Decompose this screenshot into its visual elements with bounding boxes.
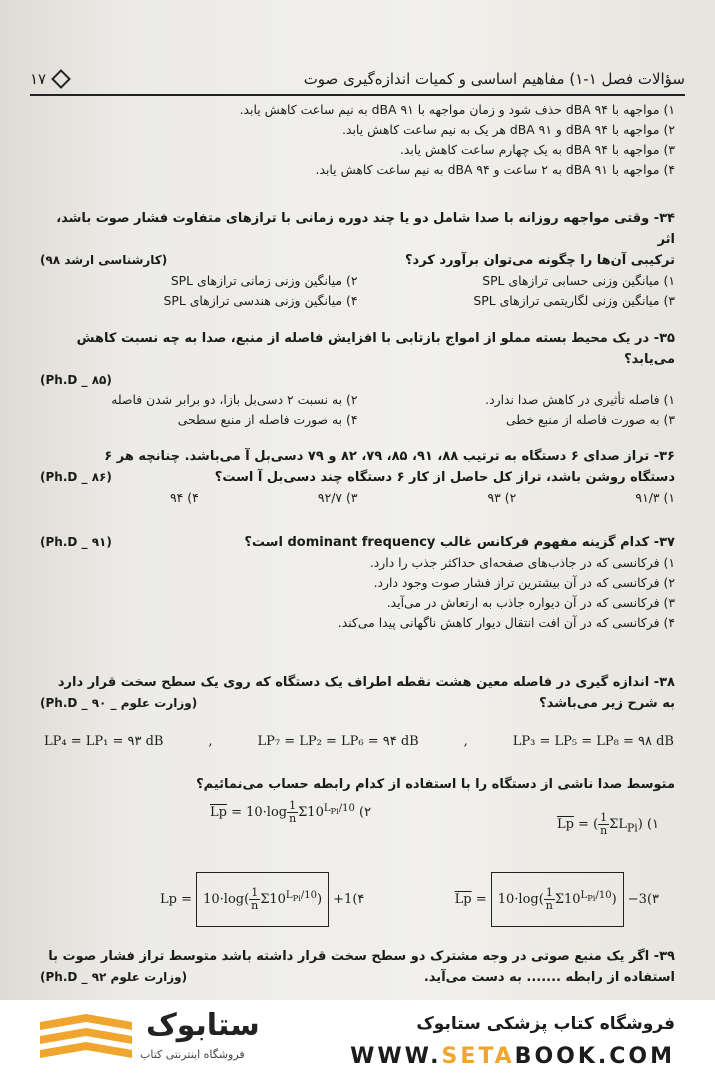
question-text: ۳۹- اگر یک منبع صوتی در وجه مشترک دو سطح سخت قرار داشته باشد متوسط تراز فشار صوت با [48, 949, 675, 964]
question-34 [40, 208, 675, 311]
question-source: (وزارت علوم Ph.D _ ۹۲) [40, 970, 188, 984]
option: ۱) ۹۱/۳ [635, 490, 675, 505]
store-logo [36, 1008, 296, 1072]
option: ۱) فاصله تأثیری در کاهش صدا ندارد. [485, 392, 675, 407]
question-text: ترکیبی آن‌ها را چگونه می‌توان برآورد کرد؟ [405, 253, 675, 268]
option: ۲) ۹۳ [487, 490, 517, 505]
option: ۴) میانگین وزنی هندسی ترازهای SPL [163, 293, 358, 308]
store-url[interactable]: WWW.SETABOOK.COM [350, 1044, 675, 1069]
question-38 [40, 672, 675, 714]
option: ۳) ۹۲/۷ [317, 490, 358, 505]
formula-option-2: $\overline{Lp} = 10\cdot\log$ $\frac{1}{n}$ $\Sigma 10^{L_{Pi}/10}$ (۲ [210, 799, 372, 825]
option: ۲) فرکانسی که در آن بیشترین تراز فشار صوت وجود دارد. [373, 575, 675, 590]
question-source: (Ph.D _ ۹۱) [40, 535, 112, 549]
q33-options [40, 100, 675, 180]
option: ۱) میانگین وزنی حسابی ترازهای SPL [482, 273, 675, 288]
question-text: ۳۵- در یک محیط بسته مملو از امواج بازتابی با افزایش فاصله از منبع، صدا به چه نسبت کاهش [76, 331, 675, 346]
question-39 [40, 946, 675, 988]
option: ۱) فرکانسی که در جاذب‌های صفحه‌ای حداکثر جذب را دارد. [369, 555, 675, 570]
store-name: فروشگاه کتاب پزشکی ستابوک [416, 1014, 675, 1034]
question-text: ۳۸- اندازه گیری در فاصله معین هشت نقطه اطراف یک دستگاه که روی یک سطح سخت قرار دارد [57, 675, 675, 690]
measurement-equations: LP₄ = LP₁ = ۹۳ dB , LP₇ = LP₂ = LP₆ = ۹۴ dB , LP₃ = LP₅ = LP₈ = ۹۸ dB [44, 734, 674, 749]
question-text: ۳۶- تراز صدای ۶ دستگاه به ترتیب ۸۸، ۹۱، ۸۵، ۷۹، ۸۲ و ۷۹ دسی‌بل آ می‌باشد. چنانچه هر ۶ [104, 449, 675, 464]
diamond-icon [51, 69, 71, 89]
question-text: به شرح زیر می‌باشد؟ [539, 696, 675, 711]
question-source: (کارشناسی ارشد ۹۸) [40, 253, 168, 267]
option: ۳) مواجهه با ۹۴ dBA به یک چهارم ساعت کاهش یابد. [399, 142, 675, 157]
option: ۴) به صورت فاصله از منبع سطحی [177, 412, 358, 427]
question-source: (Ph.D _ ۸۵) [40, 373, 112, 387]
page-header [30, 64, 685, 96]
formula-option-3: $\overline{Lp}$ = 10·log( $\frac{1}{n}$ $\Sigma 10^{L_{Pi}/10}$) −3 (۳ [455, 872, 659, 927]
question-source: (وزارت علوم _ Ph.D _ ۹۰) [40, 696, 198, 710]
option: ۴) فرکانسی که در آن افت انتقال دیوار کاهش ناگهانی پیدا می‌کند. [337, 615, 675, 630]
option: ۴) ۹۴ [170, 490, 199, 505]
question-source: (Ph.D _ ۸۶) [40, 470, 112, 484]
chapter-title: سؤالات فصل ۱-۱) مفاهیم اساسی و کمیات اندازه‌گیری صوت [303, 70, 685, 88]
option: ۲) میانگین وزنی زمانی ترازهای SPL [170, 273, 358, 288]
question-text: متوسط صدا ناشی از دستگاه را با استفاده از کدام رابطه حساب می‌نمائیم؟ [196, 777, 675, 792]
equation: LP₇ = LP₂ = LP₆ = ۹۴ dB [257, 734, 419, 749]
question-text: استفاده از رابطه ....... به دست می‌آید. [423, 970, 675, 985]
question-36 [40, 446, 675, 508]
option: ۳) به صورت فاصله از منبع خطی [505, 412, 675, 427]
formula-option-1: $\overline{Lp}$ = ( $\frac{1}{n}$ $\Sigma L_{Pi}$) (۱ [556, 811, 659, 837]
option: ۴) مواجهه با ۹۱ dBA به ۲ ساعت و ۹۴ dBA به نیم ساعت کاهش یابد. [315, 162, 675, 177]
question-text: دستگاه روشن باشد، تراز کل حاصل از کار ۶ دستگاه چند دسی‌بل آ است؟ [214, 470, 675, 485]
question-37 [40, 532, 675, 633]
option: ۳) فرکانسی که در آن دیواره جاذب به ارتعاش در می‌آید. [386, 595, 675, 610]
option: ۱) مواجهه با ۹۴ dBA حذف شود و زمان مواجهه با ۹۱ dBA به نیم ساعت کاهش یابد. [239, 102, 675, 117]
page-number: ۱۷ [30, 70, 47, 88]
option: ۲) مواجهه با ۹۴ dBA و ۹۱ dBA هر یک به نیم ساعت کاهش یابد. [342, 122, 675, 137]
logo-tagline: فروشگاه اینترنتی کتاب [140, 1048, 245, 1061]
question-text: ۳۷- کدام گزینه مفهوم فرکانس غالب dominant frequency است؟ [244, 535, 675, 550]
option: ۳) میانگین وزنی لگاریتمی ترازهای SPL [473, 293, 675, 308]
option: ۲) به نسبت ۲ دسی‌بل بازا، دو برابر شدن فاصله [111, 392, 358, 407]
question-35 [40, 328, 675, 430]
formula-option-4: Lp = 10·log( $\frac{1}{n}$ $\Sigma 10^{L_{Pi}/10}$) +1 (۴ [160, 872, 364, 927]
equation: LP₃ = LP₅ = LP₈ = ۹۸ dB [512, 734, 674, 749]
equation: LP₄ = LP₁ = ۹۳ dB [44, 734, 164, 749]
book-stack-icon [36, 1012, 136, 1068]
question-text: می‌یابد؟ [624, 352, 675, 367]
store-footer [0, 1000, 715, 1080]
question-text: ۳۴- وقتی مواجهه روزانه با صدا شامل دو یا چند دوره زمانی با ترازهای متفاوت فشار صوت باشد، اثر [56, 211, 675, 247]
page-number-area [30, 70, 68, 88]
logo-brand: ستابوک [146, 1008, 260, 1043]
